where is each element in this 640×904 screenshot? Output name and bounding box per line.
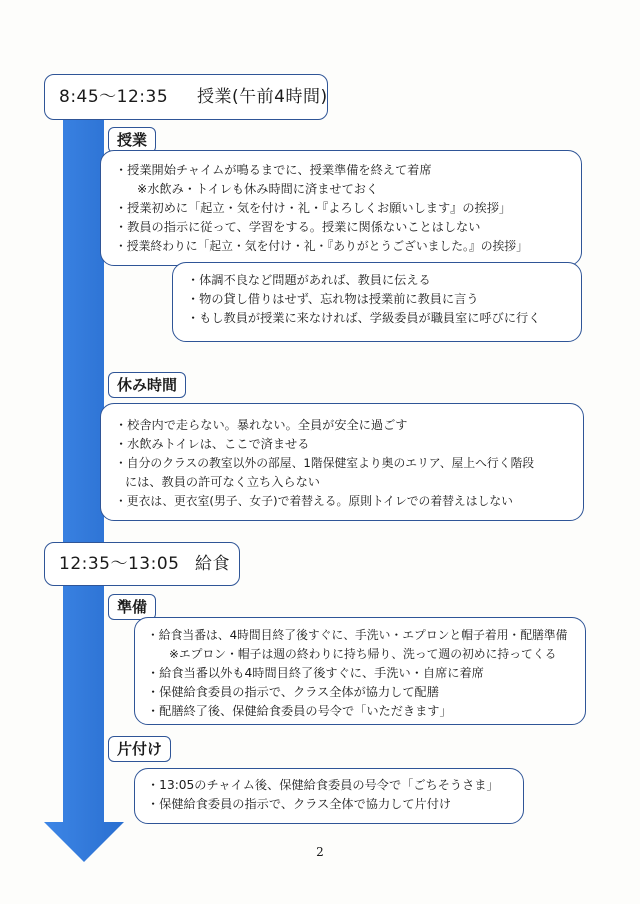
katazuke-rules-box — [134, 768, 524, 824]
junbi-line-1: ・給食当番は、4時間目終了後すぐに、手洗い・エプロンと帽子着用・配膳準備 — [147, 628, 568, 642]
jugyo-sub-line-3: ・もし教員が授業に来なければ、学級委員が職員室に呼びに行く — [187, 311, 541, 325]
junbi-line-2: ※エプロン・帽子は週の終わりに持ち帰り、洗って週の初めに持ってくる — [169, 647, 557, 661]
header-morning — [44, 74, 328, 120]
header-lunch-title: 給食 — [195, 554, 230, 574]
header-lunch — [44, 542, 240, 586]
header-lunch-time: 12:35～13:05 — [59, 554, 180, 574]
yasumi-rules-box — [100, 403, 584, 521]
yasumi-line-1: ・校舎内で走らない。暴れない。全員が安全に過ごす — [115, 418, 408, 432]
header-morning-title: 授業(午前4時間) — [197, 87, 328, 107]
section-label-junbi: 準備 — [108, 594, 156, 620]
jugyo-sub-line-1: ・体調不良など問題があれば、教員に伝える — [187, 273, 431, 287]
section-label-yasumi: 休み時間 — [108, 372, 186, 398]
jugyo-line-5: ・授業終わりに「起立・気を付け・礼・『ありがとうございました。』の挨拶」 — [115, 239, 528, 253]
junbi-line-4: ・保健給食委員の指示で、クラス全体が協力して配膳 — [147, 685, 439, 699]
katazuke-line-2: ・保健給食委員の指示で、クラス全体で協力して片付け — [147, 797, 452, 811]
jugyo-sub-box — [172, 262, 582, 342]
jugyo-rules-box — [100, 150, 582, 266]
yasumi-line-4: には、教員の許可なく立ち入らない — [125, 475, 320, 489]
yasumi-line-2: ・水飲みトイレは、ここで済ませる — [115, 437, 310, 451]
section-label-katazuke: 片付け — [108, 736, 171, 762]
junbi-line-5: ・配膳終了後、保健給食委員の号令で「いただきます」 — [147, 704, 452, 718]
header-morning-time: 8:45～12:35 — [59, 87, 169, 107]
junbi-rules-box — [134, 617, 586, 725]
jugyo-line-2: ※水飲み・トイレも休み時間に済ませておく — [137, 182, 379, 196]
katazuke-line-1: ・13:05のチャイム後、保健給食委員の号令で「ごちそうさま」 — [147, 778, 499, 792]
section-label-jugyo: 授業 — [108, 127, 156, 153]
jugyo-line-1: ・授業開始チャイムが鳴るまでに、授業準備を終えて着席 — [115, 163, 432, 177]
yasumi-line-3: ・自分のクラスの教室以外の部屋、1階保健室より奥のエリア、屋上へ行く階段 — [115, 456, 535, 470]
page-number: 2 — [316, 845, 324, 859]
junbi-line-3: ・給食当番以外も4時間目終了後すぐに、手洗い・自席に着席 — [147, 666, 484, 680]
jugyo-line-3: ・授業初めに「起立・気を付け・礼・『よろしくお願いします』の挨拶」 — [115, 201, 512, 215]
jugyo-sub-line-2: ・物の貸し借りはせず、忘れ物は授業前に教員に言う — [187, 292, 479, 306]
yasumi-line-5: ・更衣は、更衣室(男子、女子)で着替える。原則トイレでの着替えはしない — [115, 494, 513, 508]
jugyo-line-4: ・教員の指示に従って、学習をする。授業に関係ないことはしない — [115, 220, 481, 234]
